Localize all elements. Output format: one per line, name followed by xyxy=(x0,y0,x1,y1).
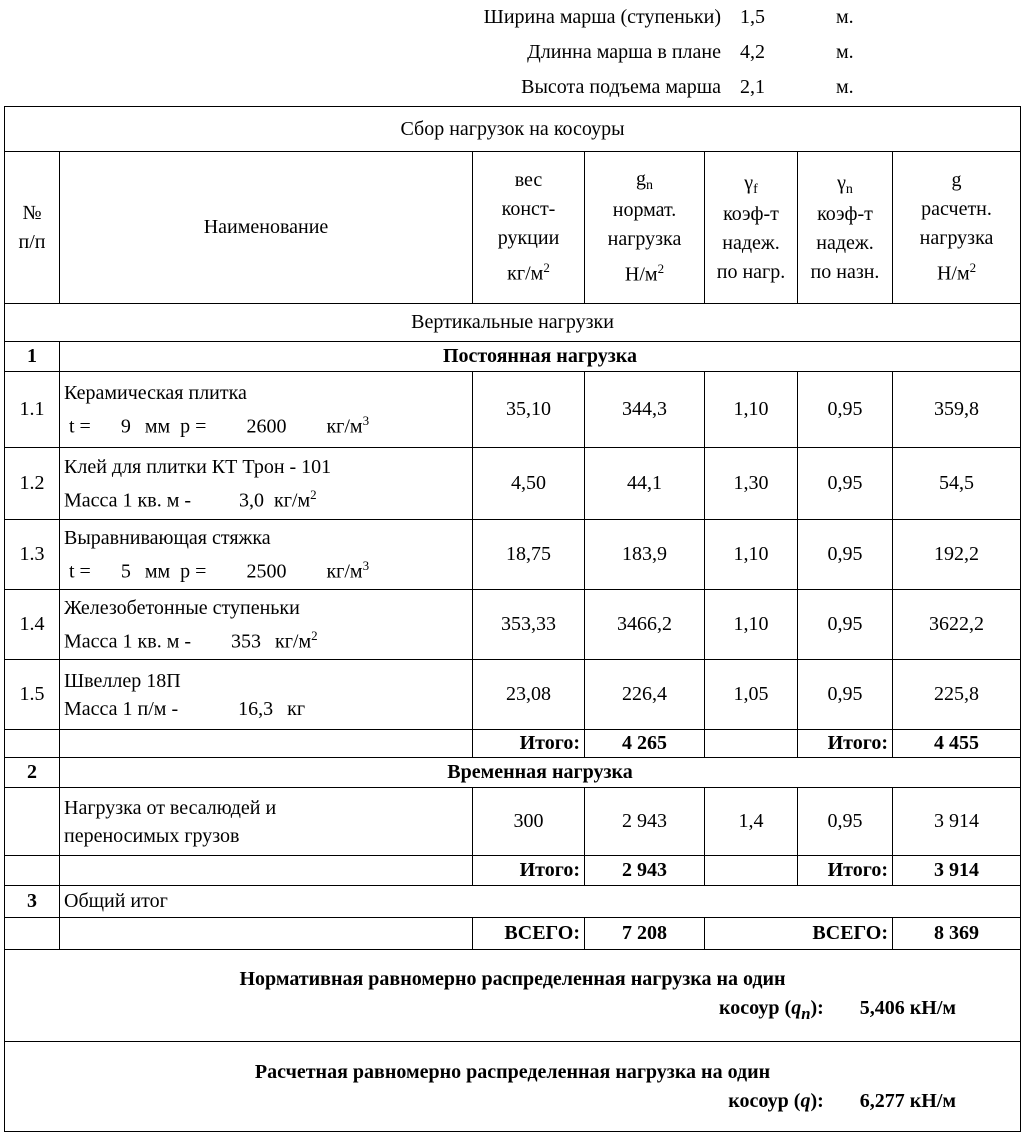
summary-design-row xyxy=(5,1042,1021,1132)
param-value-width: 1,5 xyxy=(740,6,765,28)
row-gamma-n: 0,95 xyxy=(798,590,893,660)
row-g: 3622,2 xyxy=(893,590,1021,660)
row-weight: 23,08 xyxy=(473,660,585,730)
row-gn: 2 943 xyxy=(585,788,705,856)
row-gamma-f: 1,30 xyxy=(705,448,798,520)
row-g: 54,5 xyxy=(893,448,1021,520)
table-row xyxy=(5,590,1021,660)
row-num: 1.1 xyxy=(5,372,60,448)
grand-total-label: ВСЕГО: xyxy=(473,918,585,950)
table-row xyxy=(5,660,1021,730)
header-gamma-f: $\gamma_f$ коэф-т надеж. по нагр. xyxy=(705,152,798,304)
param-label-length: Длинна марша в плане xyxy=(527,41,721,63)
header-gn: $g_n$ нормат. нагрузка $Н/м^2$ xyxy=(585,152,705,304)
section-title: Постоянная нагрузка xyxy=(60,342,1021,372)
row-gamma-f: 1,4 xyxy=(705,788,798,856)
row-weight: 18,75 xyxy=(473,520,585,590)
header-name: Наименование xyxy=(60,152,473,304)
param-value-height: 2,1 xyxy=(740,76,765,98)
row-gamma-n: 0,95 xyxy=(798,520,893,590)
summary-normative-row xyxy=(5,950,1021,1042)
header-row xyxy=(5,152,1021,304)
row-gn: 3466,2 xyxy=(585,590,705,660)
loads-table xyxy=(4,106,1021,1132)
row-g: 225,8 xyxy=(893,660,1021,730)
grand-total-label-2: ВСЕГО: xyxy=(705,918,893,950)
row-weight: 353,33 xyxy=(473,590,585,660)
row-name: Железобетонные ступеньки Масса 1 кв. м - 353 $кг/м^2$ xyxy=(60,590,473,660)
table-row xyxy=(5,520,1021,590)
row-num: 1.2 xyxy=(5,448,60,520)
design-load-value: 6,277 кН/м xyxy=(859,1089,957,1112)
stair-parameters xyxy=(0,0,1024,106)
section-title: Временная нагрузка xyxy=(60,758,1021,788)
summary-design: Расчетная равномерно распределенная нагрузка на один косоур (q): 6,277 кН/м xyxy=(5,1042,1021,1132)
row-g: 3 914 xyxy=(893,788,1021,856)
normative-load-value: 5,406 кН/м xyxy=(859,996,957,1019)
grand-total-row xyxy=(5,918,1021,950)
param-unit-length: м. xyxy=(836,41,854,63)
param-label-height: Высота подъема марша xyxy=(521,76,721,98)
table-row xyxy=(5,448,1021,520)
row-name: Клей для плитки КТ Трон - 101 Масса 1 кв. м - 3,0 $кг/м^2$ xyxy=(60,448,473,520)
table-row xyxy=(5,372,1021,448)
row-weight: 4,50 xyxy=(473,448,585,520)
vertical-loads-label: Вертикальные нагрузки xyxy=(5,304,1021,342)
total-g: 3 914 xyxy=(893,856,1021,886)
param-value-length: 4,2 xyxy=(740,41,765,63)
table-row xyxy=(5,788,1021,856)
row-gamma-n: 0,95 xyxy=(798,788,893,856)
total-row xyxy=(5,856,1021,886)
section-num: 1 xyxy=(5,342,60,372)
total-label: Итого: xyxy=(473,856,585,886)
row-gn: 226,4 xyxy=(585,660,705,730)
grand-total-g: 8 369 xyxy=(893,918,1021,950)
param-label-width: Ширина марша (ступеньки) xyxy=(483,6,721,28)
row-gn: 183,9 xyxy=(585,520,705,590)
param-unit-width: м. xyxy=(836,6,854,28)
row-gamma-f: 1,10 xyxy=(705,590,798,660)
row-gn: 344,3 xyxy=(585,372,705,448)
row-gamma-f: 1,05 xyxy=(705,660,798,730)
total-label-2: Итого: xyxy=(798,856,893,886)
table-title-row xyxy=(5,107,1021,152)
row-weight: 35,10 xyxy=(473,372,585,448)
row-name: Швеллер 18П Масса 1 п/м - 16,3 кг xyxy=(60,660,473,730)
row-gn: 44,1 xyxy=(585,448,705,520)
grand-total-gn: 7 208 xyxy=(585,918,705,950)
section-title: Общий итог xyxy=(60,886,1021,918)
header-weight: вес конст- рукции $кг/м^2$ xyxy=(473,152,585,304)
row-gamma-f: 1,10 xyxy=(705,520,798,590)
row-num: 1.3 xyxy=(5,520,60,590)
section-num: 2 xyxy=(5,758,60,788)
header-num: № п/п xyxy=(5,152,60,304)
row-g: 192,2 xyxy=(893,520,1021,590)
row-g: 359,8 xyxy=(893,372,1021,448)
total-gn: 4 265 xyxy=(585,730,705,758)
row-name: Керамическая плитка t = 9 мм p = 2600 $кг/м^3$ xyxy=(60,372,473,448)
param-unit-height: м. xyxy=(836,76,854,98)
row-gamma-n: 0,95 xyxy=(798,660,893,730)
total-label-2: Итого: xyxy=(798,730,893,758)
row-num: 1.5 xyxy=(5,660,60,730)
section-row xyxy=(5,886,1021,918)
table-title: Сбор нагрузок на косоуры xyxy=(5,107,1021,152)
row-gamma-n: 0,95 xyxy=(798,448,893,520)
total-g: 4 455 xyxy=(893,730,1021,758)
header-gamma-n: $\gamma_n$ коэф-т надеж. по назн. xyxy=(798,152,893,304)
section-row xyxy=(5,342,1021,372)
total-gn: 2 943 xyxy=(585,856,705,886)
row-name: Выравнивающая стяжка t = 5 мм p = 2500 $кг/м^3$ xyxy=(60,520,473,590)
row-name: Нагрузка от весалюдей и переносимых грузов xyxy=(60,788,473,856)
header-g: g расчетн. нагрузка $Н/м^2$ xyxy=(893,152,1021,304)
vertical-loads-row xyxy=(5,304,1021,342)
section-row xyxy=(5,758,1021,788)
section-num: 3 xyxy=(5,886,60,918)
row-num: 1.4 xyxy=(5,590,60,660)
total-label: Итого: xyxy=(473,730,585,758)
row-weight: 300 xyxy=(473,788,585,856)
row-gamma-n: 0,95 xyxy=(798,372,893,448)
row-gamma-f: 1,10 xyxy=(705,372,798,448)
summary-normative: Нормативная равномерно распределенная нагрузка на один косоур $(q_n)$: 5,406 кН/м xyxy=(5,950,1021,1042)
total-row xyxy=(5,730,1021,758)
